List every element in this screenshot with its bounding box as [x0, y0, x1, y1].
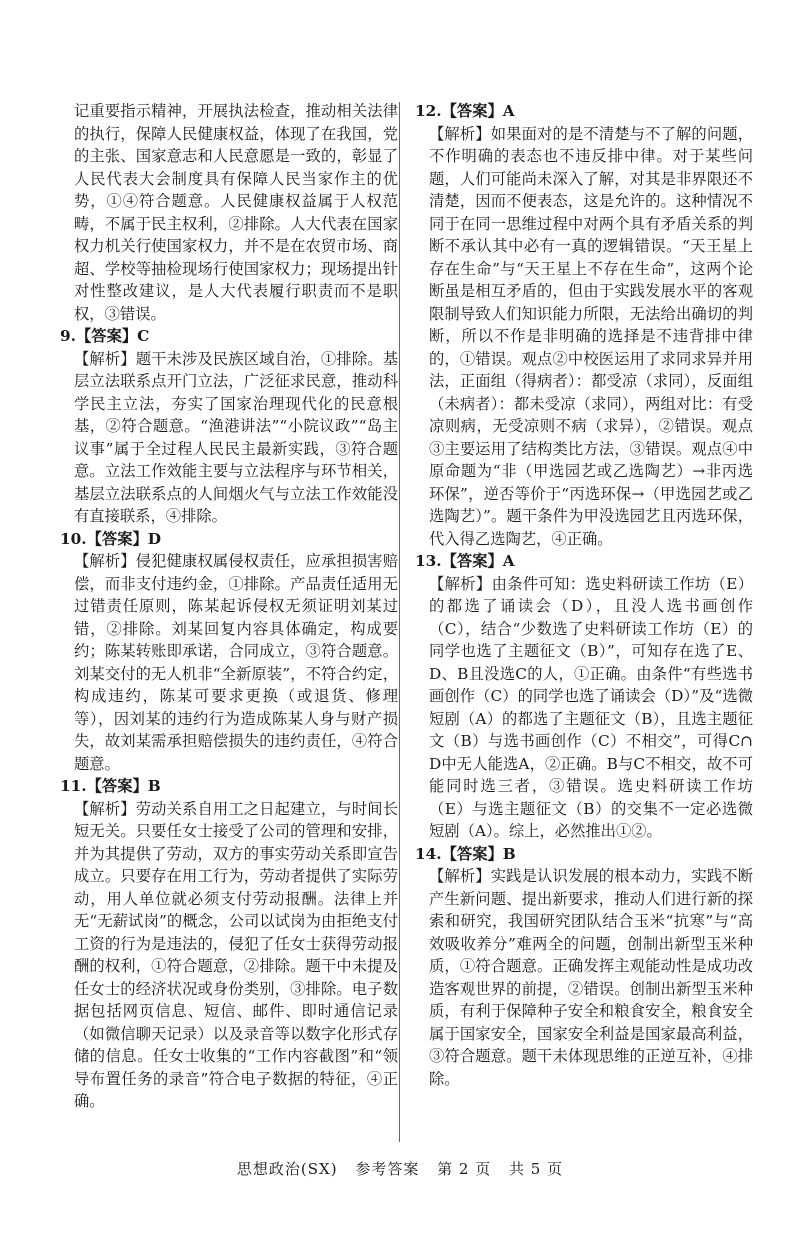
q9-answer: 9.【答案】C: [60, 327, 150, 345]
q14-analysis: 【解析】实践是认识发展的根本动力，实践不断产生新问题、提出新要求，推动人们进行新的探索和研究，我国研究团队结合玉米“抗寒”与“高效吸收养分”难两全的问题，创制出新型玉米种质，①符合题意。正确发挥主观能动性是成功改造客观世界的前提，②错误。创制出新型玉米种质，有利于保障种子安全和粮食安全，粮食安全属于国家安全，国家安全利益是国家最高利益，③符合题意。题干未体现思维的正逆互补，④排除。: [429, 867, 753, 1088]
footer-doc-type: 参考答案: [355, 1160, 420, 1178]
q9-analysis: 【解析】题干未涉及民族区域自治，①排除。基层立法联系点开门立法，广泛征求民意，推动科学民主立法，夯实了国家治理现代化的民意根基，②符合题意。“渔港讲法”“小院议政”“岛主议事”属于全过程人民民主最新实践，③符合题意。立法工作效能主要与立法程序与环节相关，基层立法联系点的人间烟火气与立法工作效能没有直接联系，④排除。: [74, 349, 398, 525]
q11-analysis: 【解析】劳动关系自用工之日起建立，与时间长短无关。只要任女士接受了公司的管理和安排，并为其提供了劳动，双方的事实劳动关系即宣告成立。只要存在用工行为，劳动者提供了实际劳动，用人单位就必须支付劳动报酬。法律上并无“无薪试岗”的概念，公司以试岗为由拒绝支付工资的行为是违法的，侵犯了任女士获得劳动报酬的权利，①符合题意，②排除。题干中未提及任女士的经济状况或身份类别，③排除。电子数据包括网页信息、短信、邮件、即时通信记录（如微信聊天记录）以及录音等以数字化形式存储的信息。任女士收集的“工作内容截图”和“领导布置任务的录音”符合电子数据的特征，④正确。: [74, 799, 398, 1110]
footer-subject: 思想政治(SX): [236, 1160, 338, 1178]
right-column: [415, 100, 753, 1090]
q12-answer: 12.【答案】A: [415, 102, 515, 120]
column-divider: [399, 102, 400, 1142]
q8-continuation: 记重要指示精神，开展执法检查，推动相关法律的执行，保障人民健康权益，体现了在我国，党的主张、国家意志和人民意愿是一致的，彰显了人民代表大会制度具有保障人民当家作主的优势，①④符合题意。人民健康权益属于人权范畴，不属于民主权利，②排除。人大代表在国家权力机关行使国家权力，并不是在农贸市场、商超、学校等抽检现场行使国家权力；现场提出针对性整改建议，是人大代表履行职责而不是职权，③错误。: [74, 102, 398, 323]
left-column: [60, 100, 398, 1113]
q14-answer: 14.【答案】B: [415, 844, 516, 863]
page-footer: [0, 1158, 800, 1179]
q12-analysis: 【解析】如果面对的是不清楚与不了解的问题，不作明确的表态也不违反排中律。对于某些问题，人们可能尚未深入了解，对其是非界限还不清楚，因而不便表态，这是允许的。这种情况不同于在同一思维过程中对两个具有矛盾关系的判断不承认其中必有一真的逻辑错误。“天王星上存在生命”与“天王星上不存在生命”，这两个论断虽是相互矛盾的，但由于实践发展水平的客观限制导致人们知识能力所限，无法给出确切的判断，所以不作是非明确的选择是不违背排中律的，①错误。观点②中校医运用了求同求异并用法，正面组（得病者）：都受凉（求同），反面组（未病者）：都未受凉（求同），两组对比：有受凉则病，无受凉则不病（求异），②错误。观点③主要运用了结构类比方法，③错误。观点④中原命题为“非（甲选园艺或乙选陶艺）→非丙选环保”，逆否等价于“丙选环保→（甲选园艺或乙选陶艺）”。题干条件为甲没选园艺且丙选环保，代入得乙选陶艺，④正确。: [429, 124, 753, 548]
footer-total-pages: 共 5 页: [509, 1160, 564, 1178]
q13-answer: 13.【答案】A: [415, 552, 515, 570]
q11-answer: 11.【答案】B: [60, 777, 161, 795]
q13-analysis: 【解析】由条件可知：选史料研读工作坊（E）的都选了诵读会（D），且没人选书画创作（C），结合“少数选了史料研读工作坊（E）的同学也选了主题征文（B）”，可知存在选了E、D、B且没选C的人，①正确。由条件“有些选书画创作（C）的同学也选了诵读会（D）”及“选微短剧（A）的都选了主题征文（B），且选主题征文（B）与选书画创作（C）不相交”，可得C∩D中无人能选A，②正确。B与C不相交，故不可能同时选三者，③错误。选史料研读工作坊（E）与选主题征文（B）的交集不一定必选微短剧（A）。综上，必然推出①②。: [429, 574, 753, 840]
q10-analysis: 【解析】侵犯健康权属侵权责任，应承担损害赔偿，而非支付违约金，①排除。产品责任适用无过错责任原则，陈某起诉侵权无须证明刘某过错，②排除。刘某回复内容具体确定，构成要约；陈某转账即承诺，合同成立，③符合题意。刘某交付的无人机非“全新原装”，不符合约定，构成违约，陈某可要求更换（或退货、修理等），因刘某的违约行为造成陈某人身与财产损失，故刘某需承担赔偿损失的违约责任，④符合题意。: [74, 552, 398, 773]
q10-answer: 10.【答案】D: [60, 529, 162, 548]
footer-page-number: 第 2 页: [437, 1160, 492, 1178]
